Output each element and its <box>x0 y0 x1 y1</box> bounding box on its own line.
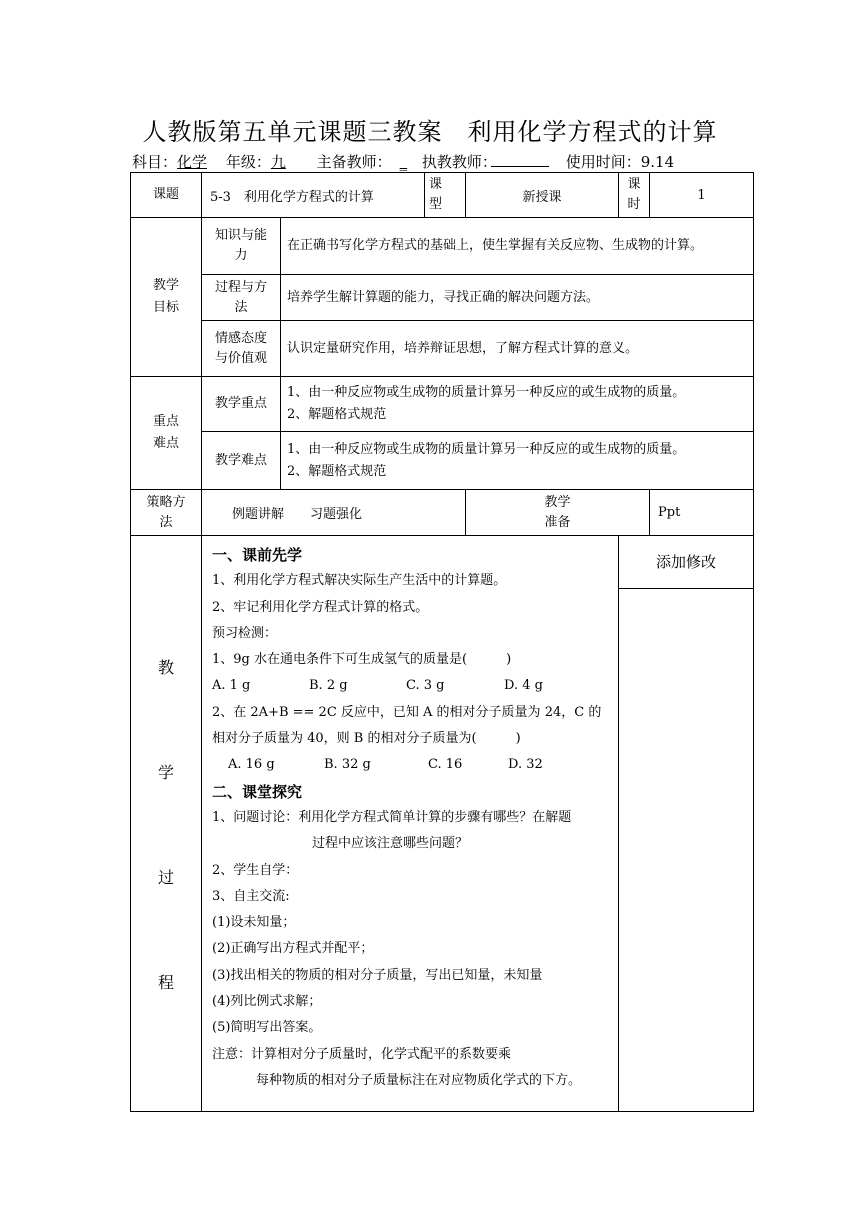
q2-option-d: D. 32 <box>508 757 543 773</box>
section-heading-2: 二、课堂探究 <box>212 782 303 801</box>
time-value: 9.14 <box>640 153 675 171</box>
step-1: (1)设未知量； <box>212 915 296 931</box>
process-char-1: 教 <box>157 657 174 677</box>
goal-name-process: 过程与方法 <box>202 275 281 321</box>
key-point-name: 教学重点 <box>202 377 281 432</box>
discussion-line-1: 1、问题讨论：利用化学方程式简单计算的步骤有哪些？在解题 <box>212 809 572 825</box>
step-5: (5)简明写出答案。 <box>212 1020 322 1036</box>
preview-check-label: 预习检测： <box>212 625 278 641</box>
q2-option-b: B. 32 g <box>324 757 371 773</box>
difficulty-text: 1、由一种反应物或生成物的质量计算另一种反应的或生成物的质量。 2、解题格式规范 <box>281 432 754 490</box>
exchange: 3、自主交流: <box>212 888 290 904</box>
key-label: 重点难点 <box>131 377 202 490</box>
question-1-options <box>212 673 610 699</box>
exec-teacher-blank <box>491 152 549 167</box>
goal-text-attitude: 认识定量研究作用，培养辩证思想，了解方程式计算的意义。 <box>281 321 754 377</box>
q2-option-c: C. 16 <box>428 757 463 773</box>
step-2: (2)正确写出方程式并配平； <box>212 941 374 957</box>
subject-label: 科目： <box>132 153 178 171</box>
modification-header: 添加修改 <box>619 536 753 589</box>
lesson-plan-table <box>130 172 754 1112</box>
question-2-options <box>212 752 610 778</box>
goal-text-knowledge: 在正确书写化学方程式的基础上，使生掌握有关反应物、生成物的计算。 <box>281 218 754 275</box>
hours-label: 课时 <box>619 173 650 218</box>
process-label <box>131 536 202 1112</box>
goal-name-attitude: 情感态度与价值观 <box>202 321 281 377</box>
type-label: 课型 <box>425 173 466 218</box>
exec-teacher-label: 执教教师： <box>421 153 497 171</box>
q1-option-c: C. 3 g <box>406 678 445 694</box>
q1-option-b: B. 2 g <box>309 678 348 694</box>
lead-teacher-label: 主备教师： <box>316 153 392 171</box>
subject-value: 化学 <box>177 153 208 171</box>
q1-option-a: A. 1 g <box>212 678 251 694</box>
prep-value: Ppt <box>650 490 754 536</box>
modification-column <box>619 536 754 1112</box>
pre-study-item-1: 1、利用化学方程式解决实际生产生活中的计算题。 <box>212 573 507 589</box>
q1-option-d: D. 4 g <box>504 678 543 694</box>
info-line <box>132 151 674 172</box>
difficulty-name: 教学难点 <box>202 432 281 490</box>
note-line-2: 每种物质的相对分子质量标注在对应物质化学式的下方。 <box>256 1072 582 1088</box>
question-2-line-1: 2、在 2A+B == 2C 反应中，已知 A 的相对分子质量为 24，C 的 <box>212 704 602 720</box>
hours-value: 1 <box>650 173 754 218</box>
topic-label: 课题 <box>131 173 202 218</box>
type-value: 新授课 <box>466 173 619 218</box>
grade-label: 年级： <box>225 153 271 171</box>
goal-text-process: 培养学生解计算题的能力，寻找正确的解决问题方法。 <box>281 275 754 321</box>
self-study: 2、学生自学： <box>212 862 299 878</box>
document-title: 人教版第五单元课题三教案 利用化学方程式的计算 <box>142 118 718 146</box>
key-point-text: 1、由一种反应物或生成物的质量计算另一种反应的或生成物的质量。 2、解题格式规范 <box>281 377 754 432</box>
grade-value: 九 <box>270 153 286 171</box>
lead-teacher-value: _ <box>399 153 408 171</box>
strategy-methods: 例题讲解 习题强化 <box>202 490 466 536</box>
section-heading-1: 一、课前先学 <box>212 546 303 564</box>
process-char-4: 程 <box>157 972 174 992</box>
discussion-line-2: 过程中应该注意哪些问题？ <box>312 836 469 852</box>
time-label: 使用时间： <box>565 153 641 171</box>
goals-label: 教学目标 <box>131 218 202 377</box>
process-char-2: 学 <box>157 762 174 782</box>
process-char-3: 过 <box>157 867 174 887</box>
step-3: (3)找出相关的物质的相对分子质量，写出已知量，未知量 <box>212 967 543 983</box>
pre-study-item-2: 2、牢记利用化学方程式计算的格式。 <box>212 599 429 615</box>
question-1: 1、9g 水在通电条件下可生成氢气的质量是( ) <box>212 652 512 668</box>
prep-label: 教学准备 <box>466 490 650 536</box>
strategy-label: 策略方法 <box>131 490 202 536</box>
goal-name-knowledge: 知识与能力 <box>202 218 281 275</box>
q2-option-a: A. 16 g <box>228 757 275 773</box>
note-line-1: 注意：计算相对分子质量时，化学式配平的系数要乘 <box>212 1046 512 1062</box>
process-content <box>202 536 619 1112</box>
step-4: (4)列比例式求解； <box>212 994 322 1010</box>
topic-value: 5-3 利用化学方程式的计算 <box>202 173 425 218</box>
question-2-line-2: 相对分子质量为 40，则 B 的相对分子质量为( ) <box>212 731 521 747</box>
